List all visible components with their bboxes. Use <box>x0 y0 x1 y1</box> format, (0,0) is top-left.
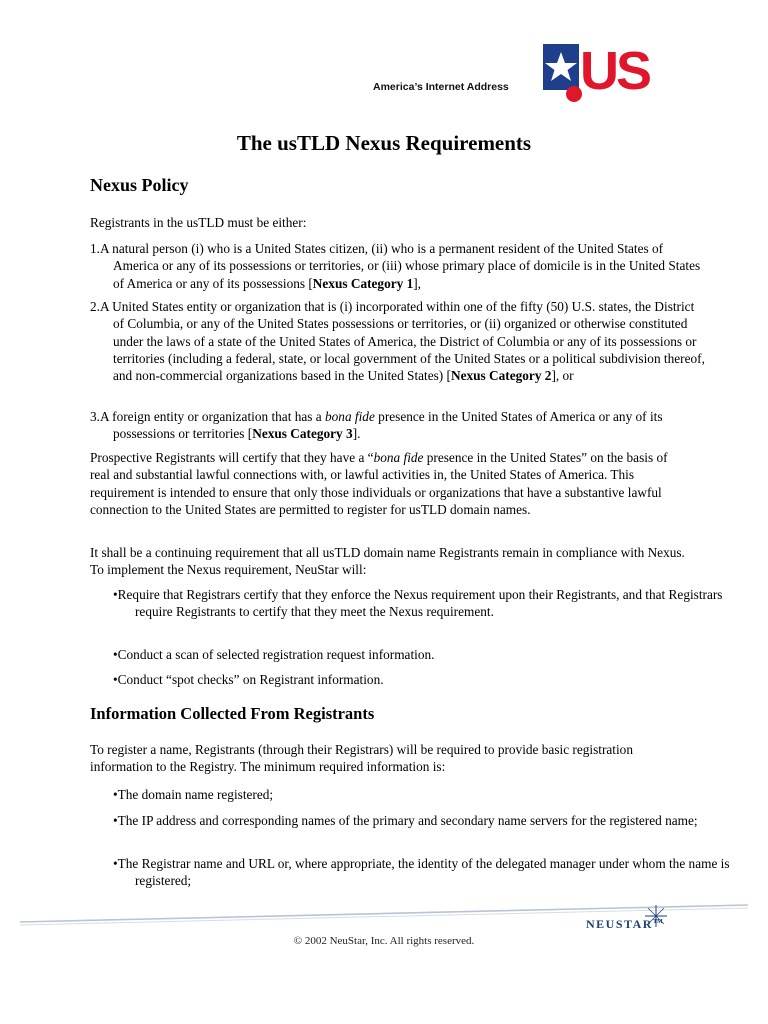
copyright: © 2002 NeuStar, Inc. All rights reserved. <box>293 935 475 947</box>
us-logo-text: US <box>580 42 650 101</box>
item-text-end: ], <box>413 275 422 291</box>
nexus-intro: Registrants in the usTLD must be either: <box>90 215 307 230</box>
info-bullet: •The domain name registered; <box>113 787 274 802</box>
nexus-category: Nexus Category 3 <box>252 426 353 442</box>
nexus-item-3 <box>90 408 708 443</box>
bullet-text: The IP address and corresponding names of the primary and secondary name servers for the registered name; <box>117 813 698 828</box>
prospective-italic: bona fide <box>373 450 424 465</box>
neustar-trademark: TM <box>652 919 663 925</box>
nexus-policy-heading: Nexus Policy <box>90 175 189 195</box>
nexus-bullet: •Conduct “spot checks” on Registrant information. <box>113 672 384 687</box>
item-number: 3. <box>90 409 100 424</box>
info-bullet: •The Registrar name and URL or, where appropriate, the identity of the delegated manager under whom the name is registered; <box>113 856 730 889</box>
item-text: A natural person (i) who is a United States citizen, (ii) who is a permanent resident of the United States of America or any of its possessions or territories, or (iii) whose primary place of domicile is in the United States of America or any of its possessions [ <box>99 241 701 291</box>
item-text: A foreign entity or organization that has a <box>99 409 325 424</box>
continuing-paragraph: It shall be a continuing requirement that all usTLD domain name Registrants remain in compliance with Nexus. To implement the Nexus requirement, NeuStar will: <box>90 545 685 578</box>
us-logo <box>540 42 680 104</box>
prospective-text: Prospective Registrants will certify that they have a “ <box>90 450 374 465</box>
item-number: 1. <box>90 241 100 256</box>
prospective-paragraph <box>90 449 685 518</box>
info-bullet: •The IP address and corresponding names of the primary and secondary name servers for the registered name; <box>113 813 698 828</box>
nexus-item-2 <box>90 298 708 384</box>
item-italic: bona fide <box>325 409 375 424</box>
bullet-text: Conduct “spot checks” on Registrant information. <box>117 672 384 687</box>
nexus-category: Nexus Category 2 <box>451 368 552 384</box>
neustar-brand: NEUSTAR <box>586 917 653 931</box>
page-title: The usTLD Nexus Requirements <box>236 131 532 155</box>
bullet-text: The domain name registered; <box>117 787 274 802</box>
bullet-text: The Registrar name and URL or, where appropriate, the identity of the delegated manager under whom the name is registered; <box>117 856 730 889</box>
bullet-text: Require that Registrars certify that they enforce the Nexus requirement upon their Registrants, and that Registrars require Registrants to certify that they meet the Nexus requirement. <box>117 587 723 620</box>
item-text-end: ], or <box>551 368 574 384</box>
prospective-text-end: presence in the United States” on the basis of real and substantial lawful connections with, or lawful activities in, the United States of America. This requirement is intended to ensure that only those individuals or organizations that have a substantive lawful connection to the United States are permitted to register for usTLD domain names. <box>90 450 668 517</box>
item-text-mid: presence in the United States of America or any of its possessions or territories [ <box>113 409 663 442</box>
nexus-category: Nexus Category 1 <box>312 275 414 291</box>
neustar-logo <box>586 917 663 932</box>
tagline: America’s Internet Address <box>373 81 509 93</box>
info-collected-heading: Information Collected From Registrants <box>90 704 375 723</box>
info-intro: To register a name, Registrants (through their Registrars) will be required to provide basic registration information to the Registry. The minimum required information is: <box>90 742 633 775</box>
item-text-end: ]. <box>352 426 361 442</box>
nexus-item-1 <box>90 240 708 292</box>
item-text: A United States entity or organization that is (i) incorporated within one of the fifty (50) U.S. states, the District of Columbia, or any of the United States possessions or territories, or (ii) organized or otherwise constituted under the laws of a state of the United States of America, the District of Columbia or any of its possessions or territories (including a federal, state, or local government of the United States or a political subdivision thereof, and non-commercial organizations based in the United States) [ <box>99 299 705 384</box>
bullet-text: Conduct a scan of selected registration request information. <box>117 647 435 662</box>
nexus-bullet: •Require that Registrars certify that they enforce the Nexus requirement upon their Registrants, and that Registrars require Registrants to certify that they meet the Nexus requirement. <box>113 587 723 620</box>
nexus-bullet: •Conduct a scan of selected registration request information. <box>113 647 435 662</box>
item-number: 2. <box>90 299 100 314</box>
